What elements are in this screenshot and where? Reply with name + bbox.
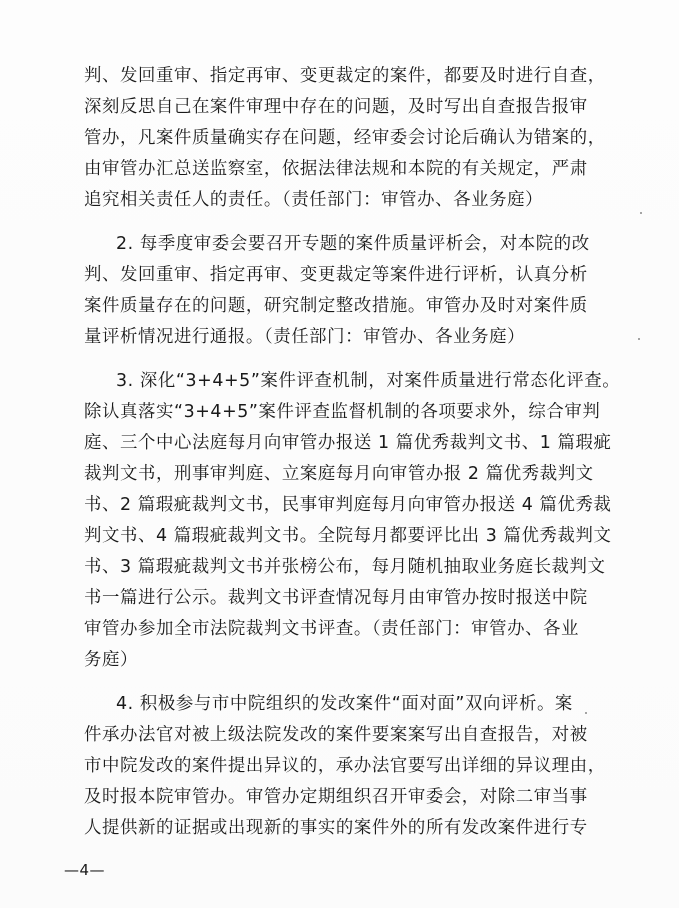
text-line: 除认真落实“3+4+5”案件评查监督机制的各项要求外，综合审判: [84, 402, 601, 422]
text-line: 判、发回重审、指定再审、变更裁定等案件进行评析，认真分析: [84, 265, 588, 285]
text-line: 书、2 篇瑕疵裁判文书，民事审判庭每月向审管办报送 4 篇优秀裁: [84, 495, 612, 515]
text-line: 3. 深化“3+4+5”案件评查机制，对案件质量进行常态化评查。: [116, 371, 621, 391]
text-line: 务庭）: [84, 650, 138, 670]
text-line: 追究相关责任人的责任。（责任部门：审管办、各业务庭）: [84, 190, 544, 210]
text-line: 深刻反思自己在案件审理中存在的问题，及时写出自查报告报审: [84, 97, 588, 117]
text-line: 由审管办汇总送监察室，依据法律法规和本院的有关规定，严肃: [84, 159, 588, 179]
text-line: 审管办参加全市法院裁判文书评查。（责任部门：审管办、各业: [84, 619, 580, 639]
text-line: 书、3 篇瑕疵裁判文书并张榜公布，每月随机抽取业务庭长裁判文: [84, 557, 606, 577]
text-line: 2. 每季度审委会要召开专题的案件质量评析会，对本院的改: [116, 234, 590, 254]
text-line: 市中院发改的案件提出异议的，承办法官要写出详细的异议理由，: [84, 756, 606, 776]
text-line: 管办，凡案件质量确实存在问题，经审委会讨论后确认为错案的，: [84, 128, 606, 148]
text-line: 件承办法官对被上级法院发改的案件要案案写出自查报告，对被: [84, 725, 588, 745]
text-line: 量评析情况进行通报。（责任部门：审管办、各业务庭）: [84, 327, 526, 347]
text-line: 庭、三个中心法庭每月向审管办报送 1 篇优秀裁判文书、1 篇瑕疵: [84, 433, 612, 453]
text-line: 人提供新的证据或出现新的事实的案件外的所有发改案件进行专: [84, 818, 588, 838]
scan-speck: [585, 712, 587, 714]
text-line: 判文书、4 篇瑕疵裁判文书。全院每月都要评比出 3 篇优秀裁判文: [84, 526, 612, 546]
page-number: —4—: [64, 861, 106, 879]
scan-speck: [640, 212, 642, 214]
text-line: 及时报本院审管办。审管办定期组织召开审委会，对除二审当事: [84, 787, 588, 807]
text-line: 案件质量存在的问题，研究制定整改措施。审管办及时对案件质: [84, 296, 588, 316]
scan-speck: [638, 338, 640, 340]
text-line: 4. 积极参与市中院组织的发改案件“面对面”双向评析。案: [116, 694, 573, 714]
text-line: 书一篇进行公示。裁判文书评查情况每月由审管办按时报送中院: [84, 588, 588, 608]
text-line: 裁判文书，刑事审判庭、立案庭每月向审管办报 2 篇优秀裁判文: [84, 464, 594, 484]
text-line: 判、发回重审、指定再审、变更裁定的案件，都要及时进行自查，: [84, 66, 606, 86]
